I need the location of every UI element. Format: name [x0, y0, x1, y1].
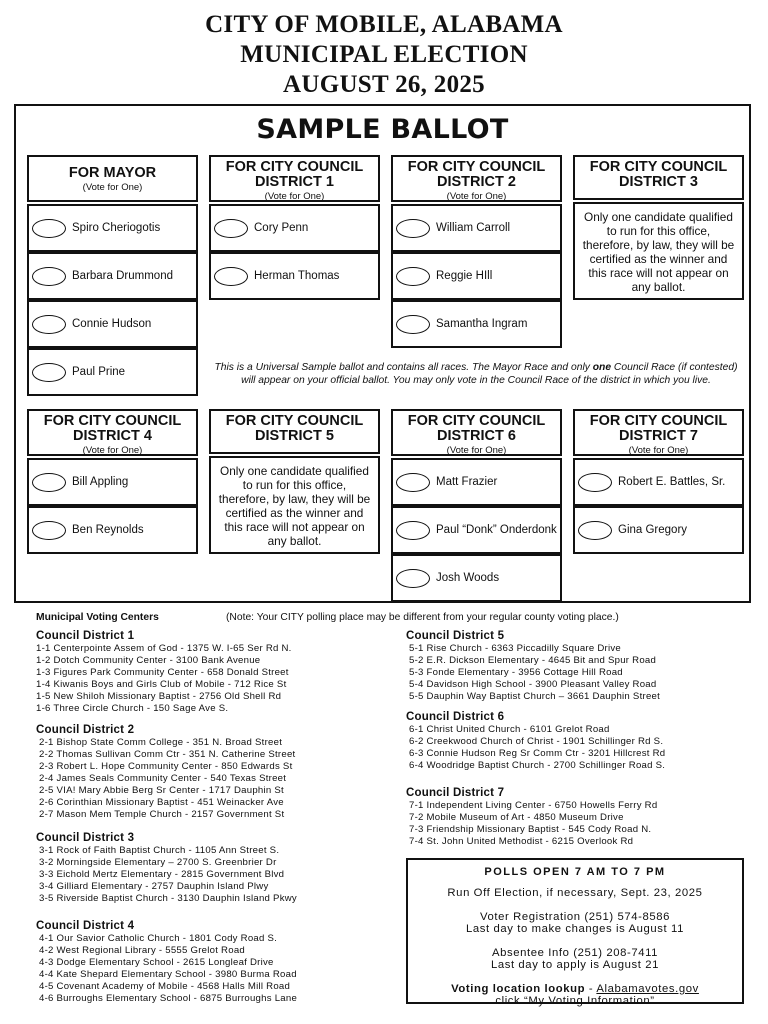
note-text: Council Race (if contested) will appear on your official ballot. You may only vote in the Council Race of the district in which you live. — [241, 362, 738, 386]
location-item: 4-6 Burroughs Elementary School - 6875 Burroughs Lane — [39, 993, 298, 1004]
race-header — [573, 155, 744, 200]
candidate-option[interactable] — [27, 506, 198, 554]
location-item: 5-1 Rise Church - 6363 Piccadilly Square Drive — [409, 643, 621, 654]
voting-location-lookup — [408, 983, 742, 995]
race-title: FOR CITY COUNCIL — [407, 413, 546, 429]
location-item: 4-1 Our Savior Catholic Church - 1801 Cody Road S. — [39, 933, 278, 944]
location-item: 5-5 Dauphin Way Baptist Church – 3661 Dauphin Street — [409, 691, 661, 702]
location-item: 3-4 Gilliard Elementary - 2757 Dauphin Island Plwy — [39, 881, 269, 892]
race-header — [27, 409, 198, 456]
location-item: 3-3 Eichold Mertz Elementary - 2815 Government Blvd — [39, 869, 285, 880]
vote-for-one: (Vote for One) — [446, 191, 507, 202]
centers-district-4 — [36, 920, 297, 1005]
candidate-name: Robert E. Battles, Sr. — [618, 476, 726, 488]
candidate-name: Paul “Donk” Onderdonk — [436, 524, 557, 536]
candidate-option[interactable] — [391, 506, 562, 554]
vote-oval[interactable] — [32, 521, 66, 540]
race-title: FOR CITY COUNCIL — [589, 159, 728, 175]
centers-district-7 — [406, 787, 657, 848]
district-heading: Council District 5 — [406, 630, 505, 642]
lookup-separator: - — [585, 983, 597, 995]
location-item: 1-3 Figures Park Community Center - 658 Donald Street — [36, 667, 289, 678]
voting-centers-heading — [36, 612, 159, 623]
race-district: DISTRICT 5 — [255, 428, 334, 444]
race-header — [209, 409, 380, 454]
candidate-option[interactable] — [27, 204, 198, 252]
race-title: FOR CITY COUNCIL — [589, 413, 728, 429]
race-council-district-2 — [391, 155, 562, 348]
location-item: 1-5 New Shiloh Missionary Baptist - 2756 Old Shell Rd — [36, 691, 282, 702]
race-district: DISTRICT 7 — [619, 428, 698, 444]
vote-oval[interactable] — [578, 521, 612, 540]
district-heading: Council District 3 — [36, 832, 135, 844]
race-mayor — [27, 155, 198, 396]
header-date: AUGUST 26, 2025 — [283, 71, 485, 98]
vote-oval[interactable] — [32, 315, 66, 334]
header-election: MUNICIPAL ELECTION — [240, 41, 528, 68]
race-title: FOR CITY COUNCIL — [407, 159, 546, 175]
alabamavotes-link[interactable]: Alabamavotes.gov — [596, 983, 699, 995]
polls-hours: POLLS OPEN 7 AM TO 7 PM — [484, 866, 666, 878]
vote-oval[interactable] — [32, 473, 66, 492]
location-item: 6-4 Woodridge Baptist Church - 2700 Schillinger Road S. — [409, 760, 666, 771]
vote-for-one: (Vote for One) — [628, 445, 689, 456]
race-header — [27, 155, 198, 202]
race-title: FOR CITY COUNCIL — [43, 413, 182, 429]
race-header — [573, 409, 744, 456]
location-item: 2-4 James Seals Community Center - 540 Texas Street — [39, 773, 287, 784]
location-item: 4-5 Covenant Academy of Mobile - 4568 Halls Mill Road — [39, 981, 291, 992]
location-item: 7-2 Mobile Museum of Art - 4850 Museum Drive — [409, 812, 624, 823]
vote-oval[interactable] — [32, 219, 66, 238]
candidate-option[interactable] — [27, 458, 198, 506]
location-item: 2-7 Mason Mem Temple Church - 2157 Government St — [39, 809, 285, 820]
location-item: 4-4 Kate Shepard Elementary School - 3980 Burma Road — [39, 969, 297, 980]
centers-district-2 — [36, 724, 295, 821]
race-header — [209, 155, 380, 202]
location-item: 4-2 West Regional Library - 5555 Grelot Road — [39, 945, 245, 956]
location-item: 3-1 Rock of Faith Baptist Church - 1105 Ann Street S. — [39, 845, 280, 856]
header-city: CITY OF MOBILE, ALABAMA — [205, 11, 563, 38]
candidate-name: Spiro Cheriogotis — [72, 222, 161, 234]
vote-oval[interactable] — [396, 267, 430, 286]
centers-district-6 — [406, 711, 665, 772]
location-item: 1-1 Centerpointe Assem of God - 1375 W. I-65 Ser Rd N. — [36, 643, 292, 654]
candidate-name: Herman Thomas — [254, 270, 340, 282]
candidate-name: Cory Penn — [254, 222, 309, 234]
race-district: DISTRICT 1 — [255, 174, 334, 190]
centers-district-1 — [36, 630, 292, 715]
location-item: 5-3 Fonde Elementary - 3956 Cottage Hill Road — [409, 667, 623, 678]
centers-district-5 — [406, 630, 660, 703]
location-item: 6-2 Creekwood Church of Christ - 1901 Schillinger Rd S. — [409, 736, 664, 747]
candidate-name: Bill Appling — [72, 476, 129, 488]
location-item: 1-2 Dotch Community Center - 3100 Bank Avenue — [36, 655, 261, 666]
note-emphasis: one — [592, 362, 612, 373]
universal-ballot-note — [206, 361, 746, 387]
district-heading: Council District 6 — [406, 711, 505, 723]
location-item: 4-3 Dodge Elementary School - 2615 Longleaf Drive — [39, 957, 274, 968]
vote-oval[interactable] — [214, 219, 248, 238]
candidate-name: Reggie HIll — [436, 270, 493, 282]
race-district: DISTRICT 3 — [619, 174, 698, 190]
candidate-option[interactable] — [209, 204, 380, 252]
location-item: 7-1 Independent Living Center - 6750 Howells Ferry Rd — [409, 800, 658, 811]
race-district: DISTRICT 2 — [437, 174, 516, 190]
candidate-option[interactable] — [27, 252, 198, 300]
race-council-district-7 — [573, 409, 744, 554]
lookup-hint: click “My Voting Information” — [495, 995, 655, 1007]
candidate-option[interactable] — [391, 204, 562, 252]
candidate-name: Matt Frazier — [436, 476, 498, 488]
centers-district-3 — [36, 832, 297, 905]
race-council-district-1 — [209, 155, 380, 300]
candidate-option[interactable] — [573, 458, 744, 506]
vote-oval[interactable] — [32, 363, 66, 382]
location-item: 2-1 Bishop State Comm College - 351 N. Broad Street — [39, 737, 283, 748]
ballot-title: SAMPLE BALLOT — [256, 114, 509, 145]
vote-oval[interactable] — [396, 315, 430, 334]
race-district: DISTRICT 6 — [437, 428, 516, 444]
location-item: 5-4 Davidson High School - 3900 Pleasant Valley Road — [409, 679, 657, 690]
race-header — [391, 155, 562, 202]
race-council-district-5 — [209, 409, 380, 554]
absentee-info: Absentee Info (251) 208-7411 — [491, 947, 659, 959]
vote-oval[interactable] — [396, 569, 430, 588]
race-header — [391, 409, 562, 456]
candidate-name: William Carroll — [436, 222, 511, 234]
voter-registration: Voter Registration (251) 574-8586 — [480, 911, 670, 923]
location-item: 2-6 Corinthian Missionary Baptist - 451 Weinacker Ave — [39, 797, 284, 808]
candidate-option[interactable] — [209, 252, 380, 300]
candidate-option[interactable] — [391, 458, 562, 506]
vote-oval[interactable] — [32, 267, 66, 286]
location-item: 2-3 Robert L. Hope Community Center - 850 Edwards St — [39, 761, 293, 772]
candidate-option[interactable] — [391, 554, 562, 602]
vote-oval[interactable] — [578, 473, 612, 492]
voting-centers-title: Municipal Voting Centers — [36, 612, 159, 623]
location-item: 6-1 Christ United Church - 6101 Grelot Road — [409, 724, 610, 735]
uncontested-note: Only one candidate qualified to run for this office, therefore, by law, they will be certified as the winner and this race will not appear on any ballot. — [209, 456, 380, 554]
location-item: 3-2 Morningside Elementary – 2700 S. Greenbrier Dr — [39, 857, 277, 868]
vote-oval[interactable] — [396, 521, 430, 540]
candidate-name: Ben Reynolds — [72, 524, 144, 536]
candidate-option[interactable] — [27, 300, 198, 348]
location-item: 2-2 Thomas Sullivan Comm Ctr - 351 N. Catherine Street — [39, 749, 296, 760]
runoff-info: Run Off Election, if necessary, Sept. 23, 2025 — [447, 887, 703, 899]
candidate-option[interactable] — [27, 348, 198, 396]
vote-oval[interactable] — [214, 267, 248, 286]
candidate-name: Barbara Drummond — [72, 270, 173, 282]
election-header — [0, 10, 768, 100]
district-heading: Council District 7 — [406, 787, 505, 799]
race-district: DISTRICT 4 — [73, 428, 152, 444]
district-heading: Council District 2 — [36, 724, 135, 736]
race-council-district-3 — [573, 155, 744, 300]
note-text: This is a Universal Sample ballot and contains all races. The Mayor Race and only — [214, 362, 593, 373]
lookup-label: Voting location lookup — [451, 983, 586, 995]
sample-ballot — [14, 104, 751, 603]
uncontested-note: Only one candidate qualified to run for this office, therefore, by law, they will be certified as the winner and this race will not appear on any ballot. — [573, 202, 744, 300]
candidate-name: Samantha Ingram — [436, 318, 528, 330]
race-council-district-6 — [391, 409, 562, 602]
polling-place-note: (Note: Your CITY polling place may be different from your regular county voting place.) — [226, 612, 619, 623]
location-item: 1-6 Three Circle Church - 150 Sage Ave S. — [36, 703, 229, 714]
location-item: 7-4 St. John United Methodist - 6215 Overlook Rd — [409, 836, 634, 847]
registration-deadline: Last day to make changes is August 11 — [466, 923, 684, 935]
vote-for-one: (Vote for One) — [82, 445, 143, 456]
absentee-deadline: Last day to apply is August 21 — [490, 959, 660, 971]
district-heading: Council District 4 — [36, 920, 135, 932]
location-item: 3-5 Riverside Baptist Church - 3130 Dauphin Island Pkwy — [39, 893, 297, 904]
location-item: 2-5 VIA! Mary Abbie Berg Sr Center - 1717 Dauphin St — [39, 785, 284, 796]
race-title: FOR MAYOR — [68, 165, 157, 181]
candidate-name: Josh Woods — [436, 572, 500, 584]
location-item: 5-2 E.R. Dickson Elementary - 4645 Bit and Spur Road — [409, 655, 657, 666]
vote-for-one: (Vote for One) — [446, 445, 507, 456]
candidate-option[interactable] — [391, 300, 562, 348]
polls-info-box — [406, 858, 744, 1007]
race-title: FOR CITY COUNCIL — [225, 159, 364, 175]
race-council-district-4 — [27, 409, 198, 554]
candidate-name: Paul Prine — [72, 366, 126, 378]
vote-oval[interactable] — [396, 219, 430, 238]
vote-for-one: (Vote for One) — [264, 191, 325, 202]
race-title: FOR CITY COUNCIL — [225, 413, 364, 429]
candidate-name: Connie Hudson — [72, 318, 152, 330]
district-heading: Council District 1 — [36, 630, 135, 642]
candidate-option[interactable] — [391, 252, 562, 300]
location-item: 6-3 Connie Hudson Reg Sr Comm Ctr - 3201 Hillcrest Rd — [409, 748, 666, 759]
candidate-option[interactable] — [573, 506, 744, 554]
vote-oval[interactable] — [396, 473, 430, 492]
location-item: 1-4 Kiwanis Boys and Girls Club of Mobile - 712 Rice St — [36, 679, 287, 690]
candidate-name: Gina Gregory — [618, 524, 688, 536]
vote-for-one: (Vote for One) — [82, 182, 143, 193]
location-item: 7-3 Friendship Missionary Baptist - 545 Cody Road N. — [409, 824, 652, 835]
